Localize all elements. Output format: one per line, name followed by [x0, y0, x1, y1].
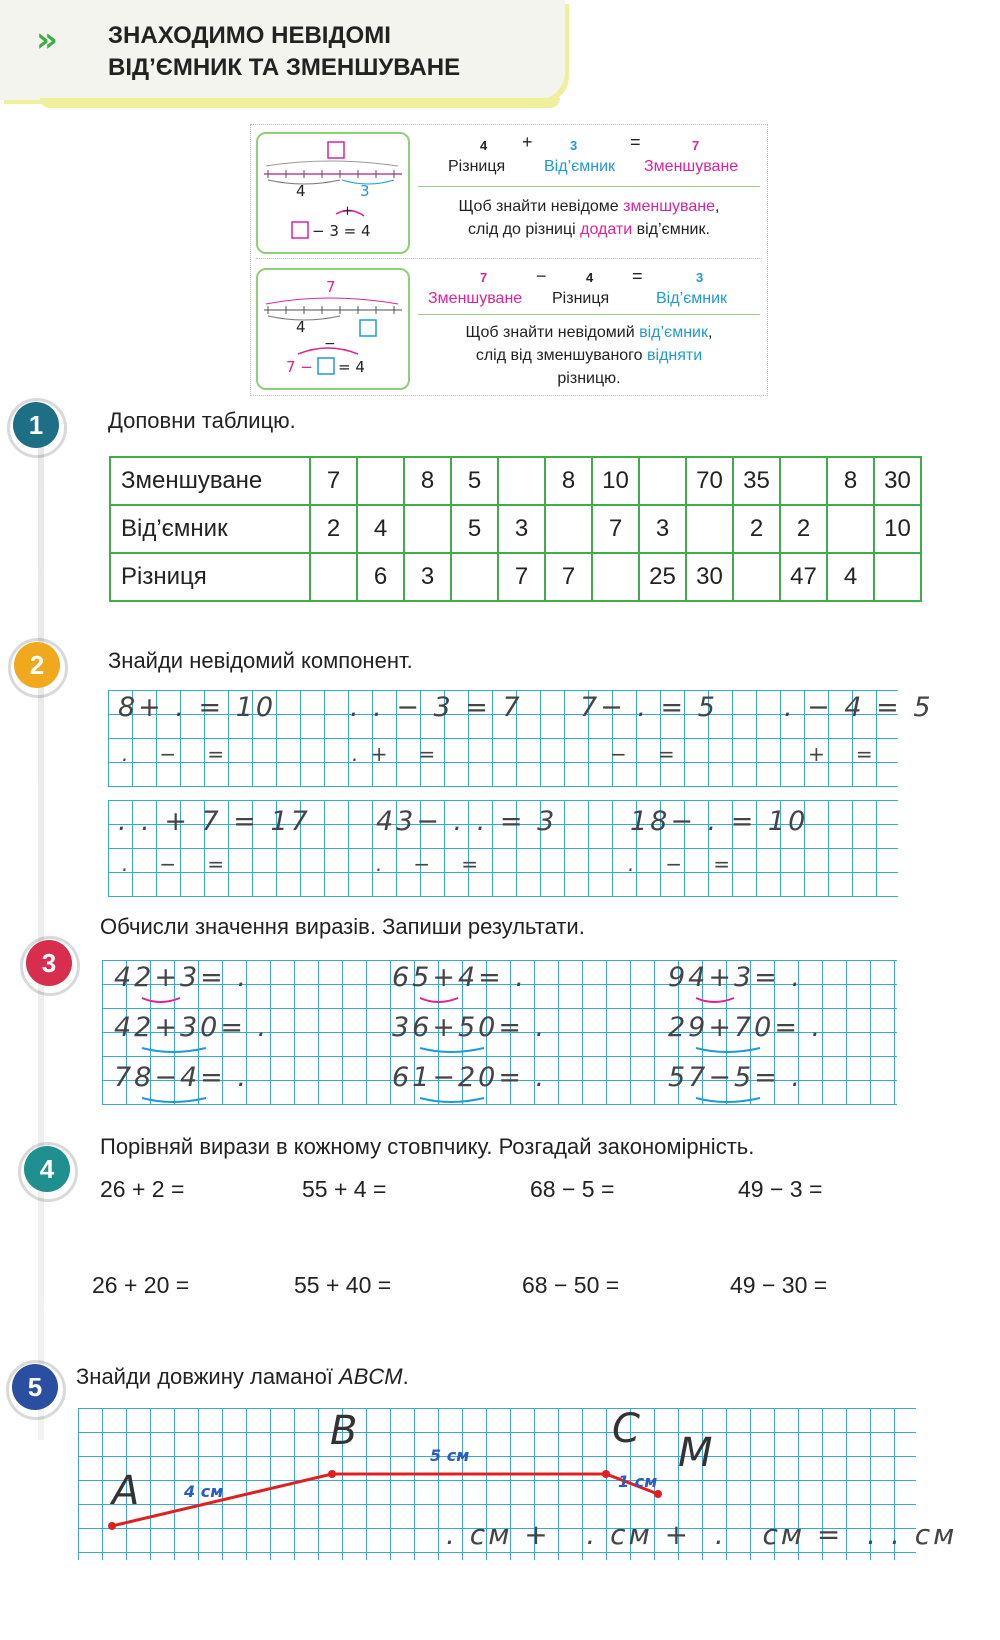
task-badge-5: 5 [12, 1364, 58, 1410]
task5-prompt: Знайди довжину ламаної ABCM. [76, 1364, 409, 1389]
task-badge-1: 1 [13, 402, 59, 448]
table-cell[interactable]: 70 [686, 457, 733, 505]
chevron-double-icon: ›› [36, 20, 53, 60]
rule-addition: 4 + 3 = 7 Різниця Від’ємник Зменшуване Щоб знайти невідоме зменшуване, слід до різниці додати від’ємник. [418, 136, 760, 241]
task3-expr[interactable]: 36+50= . [392, 1012, 548, 1043]
table-row [110, 505, 921, 553]
task4-prompt: Порівняй вирази в кожному стовпчику. Розгадай закономірність. [100, 1134, 755, 1159]
table-cell[interactable]: 4 [357, 505, 404, 553]
table-cell[interactable] [639, 457, 686, 505]
task-badge-2: 2 [14, 642, 60, 688]
rules-divider [256, 258, 762, 259]
task2-sub[interactable]: . − = [122, 742, 228, 766]
task5-answer[interactable]: . см + . см + . см = . . см [446, 1518, 958, 1551]
table-cell[interactable] [310, 553, 357, 601]
point-label-a: A [112, 1468, 143, 1514]
task2-eq[interactable]: 7− . = 5 [580, 692, 718, 723]
diagram2-eq-a: 7 − [286, 358, 313, 376]
table-cell[interactable]: 47 [780, 553, 827, 601]
point-label-m: M [678, 1430, 716, 1476]
task2-sub[interactable]: . + = [352, 742, 439, 766]
task3-expr[interactable]: 57−5= . [668, 1062, 803, 1093]
task1-prompt: Доповни таблицю. [108, 408, 296, 433]
table-cell[interactable] [686, 505, 733, 553]
table-row [110, 553, 921, 601]
table-cell[interactable]: 5 [451, 505, 498, 553]
row-label: Від’ємник [110, 505, 310, 553]
task2-sub[interactable]: − = [610, 742, 678, 766]
rule-diagram-addition [256, 132, 410, 254]
task4-expr[interactable]: 68 − 5 = [530, 1176, 615, 1202]
task-badge-4: 4 [24, 1146, 70, 1192]
table-cell[interactable]: 10 [592, 457, 639, 505]
table-cell[interactable] [592, 553, 639, 601]
task4-expr[interactable]: 68 − 50 = [522, 1272, 620, 1298]
task4-expr[interactable]: 55 + 40 = [294, 1272, 392, 1298]
task3-expr[interactable]: 78−4= . [114, 1062, 249, 1093]
table-cell[interactable] [498, 457, 545, 505]
table-cell[interactable]: 30 [874, 457, 921, 505]
table-cell[interactable] [545, 505, 592, 553]
rule-diagram-subtraction [256, 268, 410, 390]
task4-expr[interactable]: 49 − 3 = [738, 1176, 823, 1202]
diagram1-sign: + [342, 204, 353, 219]
header-accent [40, 98, 560, 108]
task2-eq[interactable]: 43− . . = 3 [376, 806, 558, 837]
rule-subtraction: 7 − 4 = 3 Зменшуване Різниця Від’ємник Щоб знайти невідомий від’ємник, слід від зменшуваного відняти різницю. [418, 270, 760, 390]
table-cell[interactable] [451, 553, 498, 601]
task4-expr[interactable]: 49 − 30 = [730, 1272, 828, 1298]
table-cell[interactable]: 2 [780, 505, 827, 553]
task2-eq[interactable]: . . + 7 = 17 [118, 806, 311, 837]
table-cell[interactable] [780, 457, 827, 505]
task2-eq[interactable]: . . − 3 = 7 [350, 692, 523, 723]
table-cell[interactable]: 8 [827, 457, 874, 505]
page-title: ЗНАХОДИМО НЕВІДОМІ ВІД’ЄМНИК ТА ЗМЕНШУВАНЕ [108, 22, 461, 81]
table-cell[interactable]: 7 [592, 505, 639, 553]
task2-sub[interactable]: . − = [122, 852, 228, 876]
table-cell[interactable]: 10 [874, 505, 921, 553]
diagram2-eq-b: = 4 [338, 358, 365, 376]
table-cell[interactable]: 30 [686, 553, 733, 601]
table-cell[interactable]: 2 [310, 505, 357, 553]
task3-expr[interactable]: 65+4= . [392, 962, 527, 993]
task2-sub[interactable]: + = [808, 742, 876, 766]
task2-eq[interactable]: . − 4 = 5 [784, 692, 934, 723]
diagram2-sign: − [324, 336, 336, 352]
table-cell[interactable] [733, 553, 780, 601]
table-cell[interactable]: 6 [357, 553, 404, 601]
table-cell[interactable]: 4 [827, 553, 874, 601]
table-cell[interactable]: 35 [733, 457, 780, 505]
task4-expr[interactable]: 26 + 20 = [92, 1272, 190, 1298]
task3-expr[interactable]: 94+3= . [668, 962, 803, 993]
table-cell[interactable] [404, 505, 451, 553]
table-cell[interactable] [874, 553, 921, 601]
table-cell[interactable]: 7 [498, 553, 545, 601]
diagram1-seg2: 3 [360, 182, 370, 200]
diagram2-seg1: 4 [296, 318, 306, 336]
table-cell[interactable]: 3 [498, 505, 545, 553]
table-cell[interactable]: 3 [639, 505, 686, 553]
segment-label-bc: 5 см [430, 1446, 470, 1465]
point-label-c: C [612, 1406, 643, 1452]
table-cell[interactable]: 2 [733, 505, 780, 553]
table-cell[interactable] [827, 505, 874, 553]
table-cell[interactable]: 5 [451, 457, 498, 505]
task2-eq[interactable]: 8+ . = 10 [118, 692, 277, 723]
segment-label-ab: 4 см [184, 1482, 224, 1501]
diagram2-total: 7 [326, 278, 336, 296]
point-label-b: B [330, 1408, 361, 1454]
table-row [110, 457, 921, 505]
table-cell[interactable] [357, 457, 404, 505]
task-badge-3: 3 [26, 940, 72, 986]
task2-prompt: Знайди невідомий компонент. [108, 648, 413, 673]
table-cell[interactable]: 8 [545, 457, 592, 505]
task4-expr[interactable]: 26 + 2 = [100, 1176, 185, 1202]
task3-expr[interactable]: 42+30= . [114, 1012, 270, 1043]
task1-table [109, 456, 922, 602]
segment-label-cm: 1 см [618, 1472, 658, 1491]
task2-sub[interactable]: . − = [376, 852, 482, 876]
row-label: Зменшуване [110, 457, 310, 505]
table-cell[interactable]: 7 [310, 457, 357, 505]
task3-prompt: Обчисли значення виразів. Запиши результати. [100, 914, 585, 939]
task3-expr[interactable]: 61−20= . [392, 1062, 548, 1093]
table-cell[interactable]: 25 [639, 553, 686, 601]
task2-eq[interactable]: 18− . = 10 [630, 806, 809, 837]
task3-arrows [102, 960, 897, 1105]
diagram1-seg1: 4 [296, 182, 306, 200]
task2-sub[interactable]: . − = [628, 852, 734, 876]
table-cell[interactable]: 7 [545, 553, 592, 601]
table-cell[interactable]: 3 [404, 553, 451, 601]
task4-expr[interactable]: 55 + 4 = [302, 1176, 387, 1202]
table-cell[interactable]: 8 [404, 457, 451, 505]
row-label: Різниця [110, 553, 310, 601]
task3-expr[interactable]: 29+70= . [668, 1012, 824, 1043]
diagram1-equation: − 3 = 4 [312, 222, 371, 240]
task3-expr[interactable]: 42+3= . [114, 962, 249, 993]
